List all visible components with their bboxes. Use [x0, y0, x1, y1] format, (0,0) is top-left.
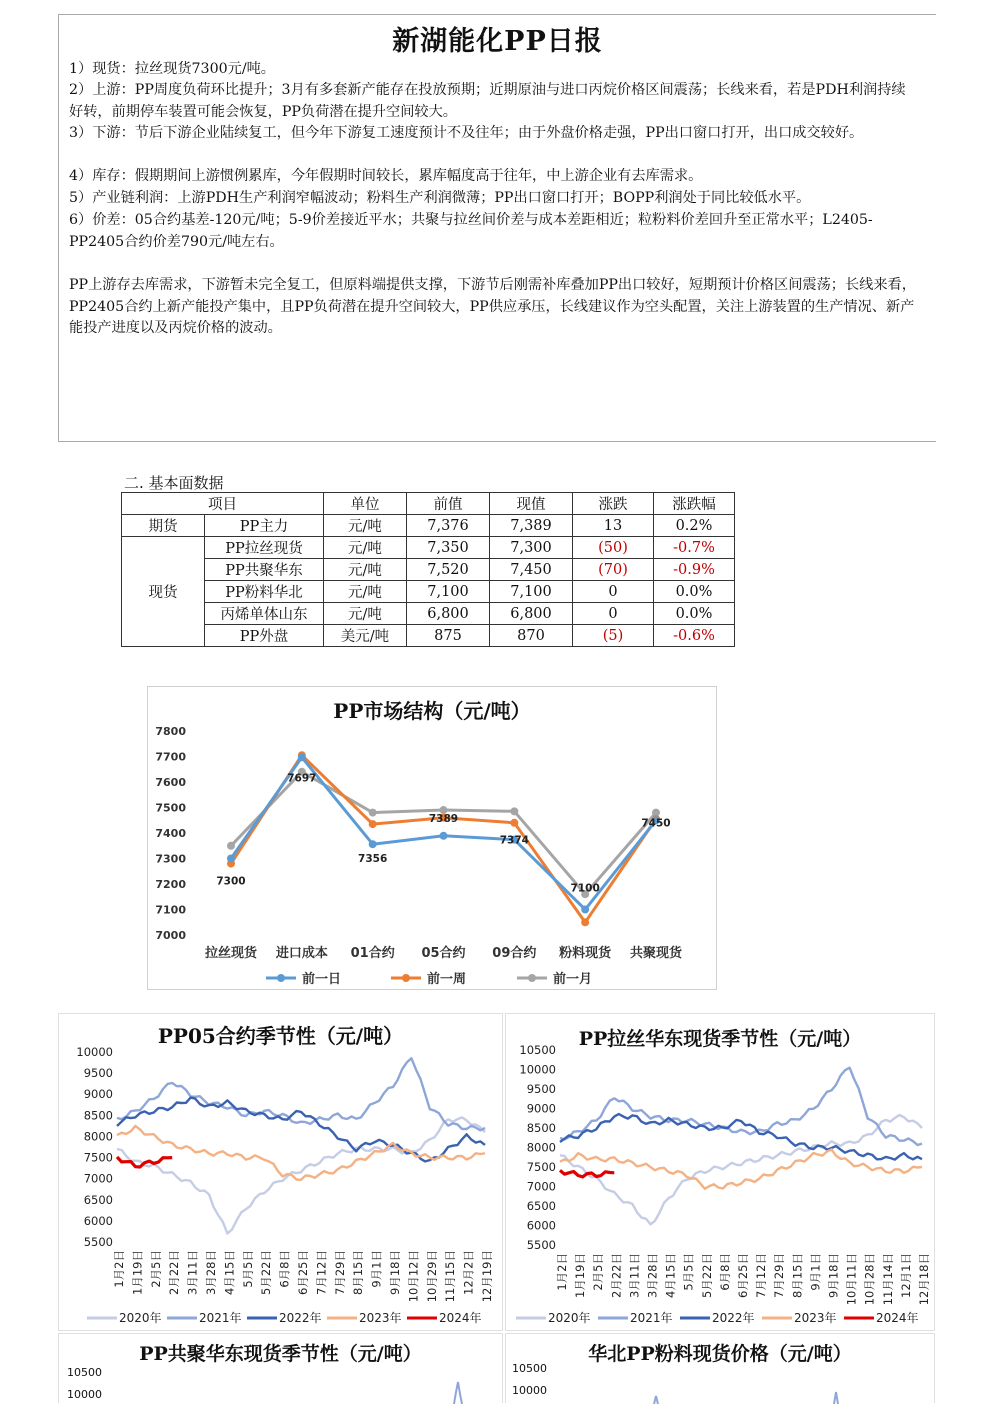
x-tick-label: 10月28日: [862, 1253, 877, 1306]
x-tick-label: 6月8日: [277, 1250, 292, 1288]
x-tick-label: 5月22日: [699, 1253, 714, 1298]
north-china-powder-price-chart: [505, 1333, 935, 1403]
report-paragraph-1: 1）现货：拉丝现货7300元/吨。: [69, 61, 275, 77]
series-line-2023年: [560, 1149, 922, 1188]
data-label: 7300: [216, 875, 246, 888]
report-summary: PP上游存去库需求，下游暂未完全复工，但原料端提供支撑，下游节后刚需补库叠加PP出口较好，短期预计价格区间震荡；长线来看，PP2405合约上新产能投产集中，且PP负荷潜在提升空间较大，PP供应承压，长线建议作为空头配置，关注上游装置的生产情况、新产能投产进度以及丙烷价格的波动。: [69, 277, 916, 336]
x-tick-label: 9月18日: [826, 1253, 841, 1298]
x-tick-label: 01合约: [350, 946, 395, 961]
x-tick-label: 拉丝现货: [204, 946, 258, 961]
x-tick-label: 9月18日: [388, 1250, 402, 1295]
report-paragraph-3: 3）下游：节后下游企业陆续复工，但今年下游复工速度预计不及往年；由于外盘价格走强，PP出口窗口打开，出口成交较好。: [69, 125, 864, 141]
x-tick-label: 2月5日: [591, 1253, 606, 1291]
row-unit: 元/吨: [324, 559, 407, 581]
y-tick-label: 7200: [155, 878, 186, 891]
data-point: [440, 832, 448, 840]
pp-copolymer-seasonal-chart: [58, 1333, 503, 1403]
table-row: [122, 515, 735, 537]
x-tick-label: 5月5日: [240, 1250, 255, 1288]
x-tick-label: 12月1日: [898, 1253, 913, 1298]
row-change-pct: 0.0%: [654, 581, 735, 603]
y-tick-label: 9000: [526, 1101, 556, 1116]
y-tick-label: 7700: [155, 750, 186, 764]
report-paragraph-2: 2）上游：PP周度负荷环比提升；3月有多套新产能存在投放预期；近期原油与进口丙烷价格区间震荡；长线来看，若是PDH利润持续好转，前期停车装置可能会恢复，PP负荷潜在提升空间较大。: [69, 82, 906, 120]
x-tick-label: 9月1日: [808, 1253, 823, 1291]
y-tick-label: 7500: [83, 1150, 113, 1165]
row-name: PP共聚华东: [205, 559, 324, 581]
data-point: [581, 918, 589, 926]
data-label: 7100: [570, 882, 600, 895]
row-change-pct: -0.9%: [654, 559, 735, 581]
x-tick-label: 4月15日: [663, 1253, 678, 1298]
y-tick-label: 7000: [83, 1171, 113, 1186]
series-line-2024年: [560, 1170, 614, 1177]
chart-title: PP市场结构（元/吨）: [333, 699, 531, 723]
row-unit: 元/吨: [324, 515, 407, 537]
table-row: [122, 581, 735, 603]
data-point: [227, 842, 235, 850]
x-tick-label: 7月29日: [332, 1250, 347, 1295]
powder-partial-plot: [506, 1334, 934, 1404]
header-prev: 前值: [407, 493, 490, 515]
y-tick-label: 7400: [155, 827, 186, 840]
report-paragraph-6: 6）价差：05合约基差-120元/吨；5-9价差接近平水；共聚与拉丝间价差与成本差距相近；粒粉料价差回升至正常水平；L2405-PP2405合约价差790元/吨左右。: [69, 212, 873, 250]
market-structure-plot: [148, 687, 716, 989]
legend-label: 2021年: [199, 1311, 242, 1325]
y-tick-label: 9500: [526, 1082, 556, 1096]
table-header-row: [122, 493, 735, 515]
x-tick-label: 10月11日: [844, 1253, 859, 1306]
x-tick-label: 粉料现货: [559, 946, 612, 961]
y-tick-label: 8000: [526, 1140, 556, 1155]
x-tick-label: 9月1日: [369, 1250, 384, 1288]
row-name: PP粉料华北: [205, 581, 324, 603]
legend-label: 2022年: [712, 1311, 755, 1325]
group-futures: 期货: [122, 515, 205, 537]
row-change: (50): [573, 537, 654, 559]
legend-label: 2020年: [119, 1311, 162, 1325]
y-tick-label: 6500: [526, 1199, 556, 1213]
row-name: PP拉丝现货: [205, 537, 324, 559]
data-label: 7356: [358, 853, 388, 866]
chart-title: 华北PP粉料现货价格（元/吨）: [588, 1343, 852, 1365]
x-tick-label: 1月2日: [555, 1253, 569, 1291]
row-prev: 7,100: [407, 581, 490, 603]
x-tick-label: 12月18日: [917, 1253, 931, 1306]
report-paragraph-5: 5）产业链利润：上游PDH生产利润窄幅波动；粉料生产利润微薄；PP出口窗口打开；BOPP利润处于同比较低水平。: [69, 190, 811, 206]
x-tick-label: 3月11日: [185, 1250, 200, 1295]
series-line-2020年: [560, 1115, 922, 1224]
row-curr: 7,100: [490, 581, 573, 603]
data-label: 7374: [499, 834, 529, 847]
legend-label: 2020年: [548, 1311, 591, 1325]
y-tick-label: 7500: [526, 1160, 556, 1174]
x-tick-label: 5月5日: [681, 1253, 696, 1291]
row-prev: 875: [407, 625, 490, 647]
x-tick-label: 7月12日: [314, 1250, 329, 1295]
y-tick-label: 6000: [83, 1213, 113, 1228]
x-tick-label: 进口成本: [275, 946, 328, 961]
table-row: [122, 603, 735, 625]
row-change-pct: -0.6%: [654, 625, 735, 647]
series-line-2020年: [117, 1117, 485, 1233]
row-prev: 7,520: [407, 559, 490, 581]
y-tick-label: 7800: [155, 725, 186, 738]
x-tick-label: 3月28日: [645, 1253, 660, 1298]
y-tick-label: 10000: [76, 1045, 113, 1059]
data-point: [581, 906, 589, 914]
header-unit: 单位: [324, 493, 407, 515]
data-label: 7389: [428, 812, 459, 825]
row-unit: 元/吨: [324, 603, 407, 625]
legend-label: 2022年: [279, 1311, 322, 1325]
legend-label: 2023年: [359, 1311, 402, 1325]
table-row: [122, 559, 735, 581]
report-panel: [58, 14, 936, 442]
row-unit: 美元/吨: [324, 625, 407, 647]
x-tick-label: 2月22日: [167, 1250, 182, 1295]
y-tick-label: 7500: [155, 801, 186, 815]
x-tick-label: 8月15日: [351, 1250, 366, 1295]
row-change-pct: 0.2%: [654, 515, 735, 537]
series-line-2021年: [117, 1058, 485, 1130]
legend-marker: [277, 974, 285, 982]
y-tick-label: 7300: [155, 852, 186, 866]
x-tick-label: 共聚现货: [629, 946, 683, 961]
y-tick-label: 8500: [526, 1121, 556, 1135]
header-change: 涨跌: [573, 493, 654, 515]
row-prev: 7,376: [407, 515, 490, 537]
x-tick-label: 10月12日: [406, 1250, 421, 1303]
y-tick-label: 8500: [83, 1108, 113, 1123]
row-change: (5): [573, 625, 654, 647]
row-curr: 870: [490, 625, 573, 647]
x-tick-label: 05合约: [421, 946, 466, 961]
chart-title: PP05合约季节性（元/吨）: [157, 1024, 404, 1048]
x-tick-label: 2月5日: [148, 1250, 163, 1288]
y-tick-label: 10500: [67, 1366, 102, 1379]
y-tick-label: 6500: [83, 1192, 113, 1207]
group-spot: 现货: [122, 537, 205, 647]
y-tick-label: 10500: [519, 1043, 556, 1057]
y-tick-label: 9000: [83, 1087, 113, 1102]
legend-label: 前一日: [302, 972, 342, 987]
y-tick-label: 7100: [155, 903, 186, 917]
data-point: [510, 819, 518, 827]
row-name: PP外盘: [205, 625, 324, 647]
x-tick-label: 12月2日: [461, 1250, 476, 1295]
row-prev: 7,350: [407, 537, 490, 559]
x-tick-label: 1月19日: [573, 1253, 588, 1298]
data-point: [369, 820, 377, 828]
y-tick-label: 9500: [83, 1066, 113, 1081]
row-unit: 元/吨: [324, 581, 407, 603]
legend-label: 2021年: [630, 1311, 673, 1325]
data-label: 7450: [641, 817, 671, 830]
legend-marker: [402, 974, 410, 982]
row-change: (70): [573, 559, 654, 581]
legend-label: 2023年: [794, 1311, 837, 1325]
x-tick-label: 2月22日: [609, 1253, 624, 1298]
fundamentals-table: [121, 492, 735, 647]
market-structure-chart: [147, 686, 717, 990]
y-tick-label: 8000: [83, 1129, 113, 1144]
y-tick-label: 7000: [526, 1179, 556, 1194]
legend-label: 2024年: [876, 1311, 919, 1325]
y-tick-label: 7600: [155, 776, 186, 789]
x-tick-label: 09合约: [492, 946, 537, 961]
x-tick-label: 6月25日: [736, 1253, 750, 1298]
report-title: 新湖能化PP日报: [392, 26, 603, 57]
x-tick-label: 7月29日: [772, 1253, 787, 1298]
chart-title: PP共聚华东现货季节性（元/吨）: [139, 1343, 422, 1365]
row-curr: 7,389: [490, 515, 573, 537]
pp05-seasonal-chart: [58, 1013, 503, 1331]
row-curr: 7,300: [490, 537, 573, 559]
header-change-pct: 涨跌幅: [654, 493, 735, 515]
y-tick-label: 10000: [512, 1384, 547, 1397]
row-change: 13: [573, 515, 654, 537]
x-tick-label: 3月28日: [204, 1250, 218, 1295]
copolymer-partial-plot: [59, 1334, 502, 1404]
row-curr: 6,800: [490, 603, 573, 625]
table-row: [122, 625, 735, 647]
legend-marker: [528, 974, 536, 982]
row-change-pct: -0.7%: [654, 537, 735, 559]
legend-label: 2024年: [439, 1311, 482, 1325]
header-curr: 现值: [490, 493, 573, 515]
series-line-2021: [454, 1382, 462, 1404]
series-line-2021: [834, 1392, 838, 1404]
y-tick-label: 10500: [512, 1362, 547, 1375]
data-point: [298, 753, 306, 761]
x-tick-label: 6月25日: [296, 1250, 310, 1295]
y-tick-label: 10000: [519, 1062, 556, 1077]
x-tick-label: 3月11日: [627, 1253, 642, 1298]
x-tick-label: 11月14日: [880, 1253, 895, 1306]
report-paragraph-4: 4）库存：假期期间上游惯例累库，今年假期时间较长，累库幅度高于往年，中上游企业有去库需求。: [69, 168, 703, 184]
row-change-pct: 0.0%: [654, 603, 735, 625]
table-row: [122, 537, 735, 559]
y-tick-label: 7000: [155, 929, 186, 942]
y-tick-label: 5500: [526, 1238, 556, 1252]
series-line-2022年: [560, 1114, 922, 1160]
row-change: 0: [573, 581, 654, 603]
data-point: [227, 855, 235, 863]
x-tick-label: 11月15日: [443, 1250, 458, 1303]
x-tick-label: 10月29日: [424, 1250, 439, 1303]
data-label: 7697: [287, 772, 317, 785]
legend-label: 前一月: [553, 972, 593, 987]
x-tick-label: 6月8日: [717, 1253, 732, 1291]
row-change: 0: [573, 603, 654, 625]
data-point: [369, 809, 377, 817]
y-tick-label: 10000: [67, 1388, 102, 1401]
pp-filament-seasonal-chart: [505, 1013, 935, 1331]
data-point: [510, 807, 518, 815]
x-tick-label: 5月22日: [259, 1250, 274, 1295]
section-title-fundamentals: 二. 基本面数据: [124, 474, 224, 492]
y-tick-label: 5500: [83, 1235, 113, 1249]
legend-label: 前一周: [427, 972, 467, 987]
x-tick-label: 7月12日: [754, 1253, 769, 1298]
header-item: 项目: [122, 493, 324, 515]
pp-filament-seasonal-plot: [506, 1014, 934, 1330]
data-point: [369, 840, 377, 848]
row-prev: 6,800: [407, 603, 490, 625]
x-tick-label: 12月19日: [480, 1250, 494, 1303]
x-tick-label: 8月15日: [790, 1253, 805, 1298]
x-tick-label: 1月2日: [112, 1250, 126, 1288]
row-curr: 7,450: [490, 559, 573, 581]
row-unit: 元/吨: [324, 537, 407, 559]
row-name: PP主力: [205, 515, 324, 537]
x-tick-label: 1月19日: [130, 1250, 145, 1295]
row-name: 丙烯单体山东: [205, 603, 324, 625]
x-tick-label: 4月15日: [222, 1250, 237, 1295]
y-tick-label: 6000: [526, 1218, 556, 1233]
pp05-seasonal-plot: [59, 1014, 502, 1330]
chart-title: PP拉丝华东现货季节性（元/吨）: [578, 1028, 862, 1050]
